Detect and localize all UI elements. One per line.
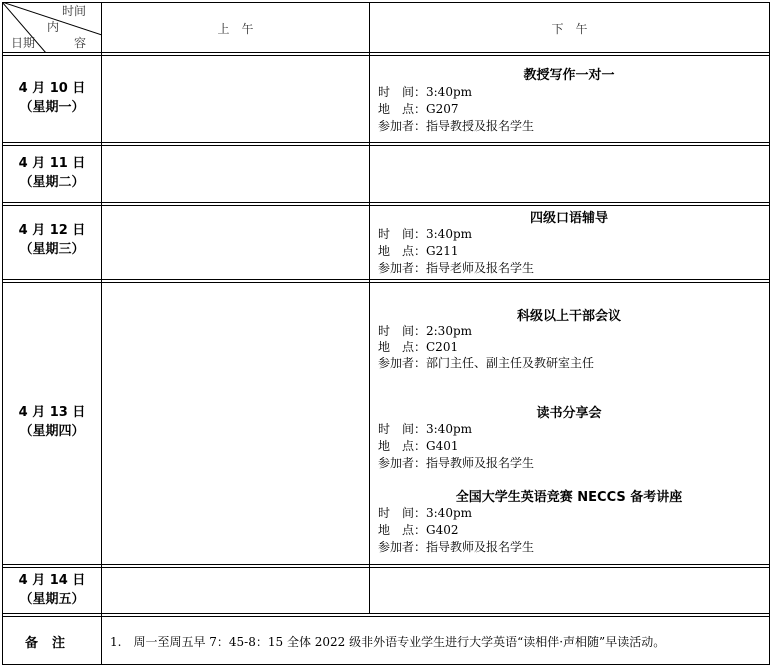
row-divider (2, 564, 770, 565)
row-divider (2, 282, 770, 283)
corner-label-time: 时间 (62, 4, 87, 18)
event-time: 时 间：2:30pm (378, 324, 473, 338)
column-header-morning: 上 午 (217, 22, 254, 36)
row-divider (2, 613, 770, 614)
weekday-label: （星期五） (19, 592, 85, 607)
event-attendees: 参加者：部门主任、副主任及教研室主任 (378, 356, 595, 370)
event-title: 读书分享会 (536, 406, 602, 421)
event-place: 地 点：G402 (378, 523, 459, 537)
event-title: 科级以上干部会议 (516, 309, 621, 324)
event-attendees: 参加者：指导教师及报名学生 (378, 456, 535, 470)
header-bottom-line (2, 52, 770, 53)
date-label: 4 月 14 日 (18, 573, 86, 588)
event-time: 时 间：3:40pm (378, 506, 473, 520)
weekday-label: （星期一） (19, 100, 85, 115)
event-time: 时 间：3:40pm (378, 85, 473, 99)
event-title: 全国大学生英语竞赛 NECCS 备考讲座 (455, 490, 683, 505)
date-label: 4 月 13 日 (18, 405, 86, 420)
event-attendees: 参加者：指导老师及报名学生 (378, 261, 535, 275)
event-time: 时 间：3:40pm (378, 227, 473, 241)
weekday-label: （星期三） (19, 242, 85, 257)
date-label: 4 月 10 日 (18, 81, 86, 96)
weekday-label: （星期二） (19, 175, 85, 190)
row-divider (2, 279, 770, 280)
date-cell-apr10 (3, 79, 101, 117)
weekday-label: （星期四） (19, 424, 85, 439)
event-attendees: 参加者：指导教师及报名学生 (378, 540, 535, 554)
date-cell-apr13 (3, 403, 101, 441)
header-bottom-line-2 (2, 55, 770, 56)
event-title: 教授写作一对一 (523, 68, 615, 83)
date-column-divider (101, 2, 102, 665)
event-place: 地 点：G211 (378, 244, 459, 258)
date-label: 4 月 11 日 (18, 156, 86, 171)
table-border-top (2, 2, 770, 3)
event-title: 四级口语辅导 (529, 211, 608, 226)
table-border-bottom (2, 664, 770, 665)
event-attendees: 参加者：指导教授及报名学生 (378, 119, 535, 133)
row-divider (2, 616, 770, 617)
row-divider (2, 142, 770, 143)
corner-label-content-1: 内 (47, 20, 60, 34)
date-label: 4 月 12 日 (18, 223, 86, 238)
corner-label-content-2: 容 (74, 36, 87, 50)
date-cell-apr11 (3, 154, 101, 192)
column-header-afternoon: 下 午 (551, 22, 588, 36)
event-place: 地 点：G401 (378, 439, 459, 453)
event-place: 地 点：G207 (378, 102, 459, 116)
event-time: 时 间：3:40pm (378, 422, 473, 436)
row-divider (2, 567, 770, 568)
event-place: 地 点：C201 (378, 340, 459, 354)
date-cell-apr12 (3, 221, 101, 259)
corner-label-date: 日期 (11, 36, 36, 50)
date-cell-apr14 (3, 571, 101, 609)
row-divider (2, 205, 770, 206)
remarks-text: 1. 周一至周五早 7：45-8：15 全体 2022 级非外语专业学生进行大学英语“读相伴·声相随”早读活动。 (110, 635, 666, 649)
remarks-label: 备注 (24, 636, 79, 651)
row-divider (2, 145, 770, 146)
table-border-right (769, 2, 770, 665)
row-divider (2, 202, 770, 203)
